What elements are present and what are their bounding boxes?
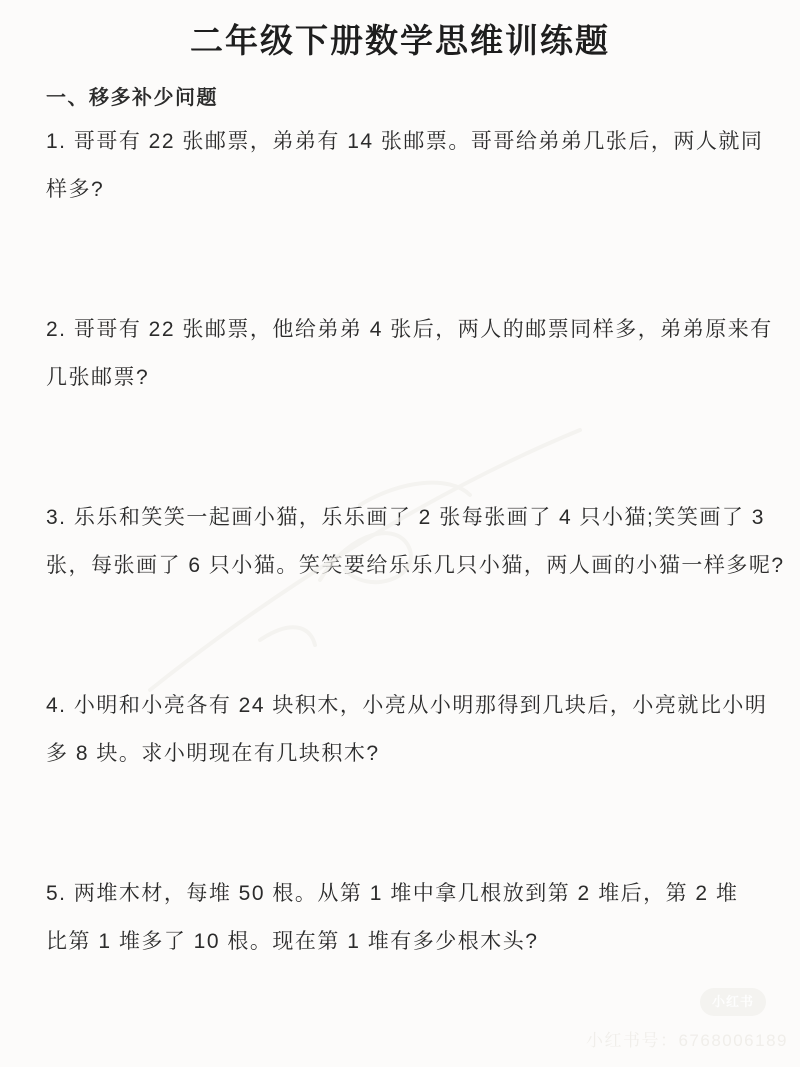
question-1-line-1: 1. 哥哥有 22 张邮票，弟弟有 14 张邮票。哥哥给弟弟几张后，两人就同 <box>46 130 764 153</box>
question-1-line-2: 样多? <box>46 178 105 201</box>
question-3-line-1: 3. 乐乐和笑笑一起画小猫，乐乐画了 2 张每张画了 4 只小猫;笑笑画了 3 <box>46 506 765 529</box>
question-3 <box>46 494 785 590</box>
question-4-line-2: 多 8 块。求小明现在有几块积木? <box>46 742 380 765</box>
question-2-line-1: 2. 哥哥有 22 张邮票，他给弟弟 4 张后，两人的邮票同样多，弟弟原来有 <box>46 318 773 341</box>
question-5 <box>46 870 760 966</box>
question-1 <box>46 118 764 214</box>
xiaohongshu-id-watermark: 小红书号：6768006189 <box>585 1031 788 1050</box>
question-3-line-2: 张，每张画了 6 只小猫。笑笑要给乐乐几只小猫，两人画的小猫一样多呢? <box>46 554 785 577</box>
question-4 <box>46 682 768 778</box>
question-5-line-1: 5. 两堆木材，每堆 50 根。从第 1 堆中拿几根放到第 2 堆后，第 2 堆 <box>46 882 739 905</box>
page-title: 二年级下册数学思维训练题 <box>190 24 610 60</box>
question-4-line-1: 4. 小明和小亮各有 24 块积木，小亮从小明那得到几块后，小亮就比小明 <box>46 694 768 717</box>
xiaohongshu-badge <box>700 988 766 1016</box>
xiaohongshu-badge-label: 小红书 <box>711 994 754 1009</box>
section-heading: 一、移多补少问题 <box>46 87 218 109</box>
question-2 <box>46 306 773 402</box>
question-2-line-2: 几张邮票? <box>46 366 150 389</box>
question-5-line-2: 比第 1 堆多了 10 根。现在第 1 堆有多少根木头? <box>46 930 539 953</box>
